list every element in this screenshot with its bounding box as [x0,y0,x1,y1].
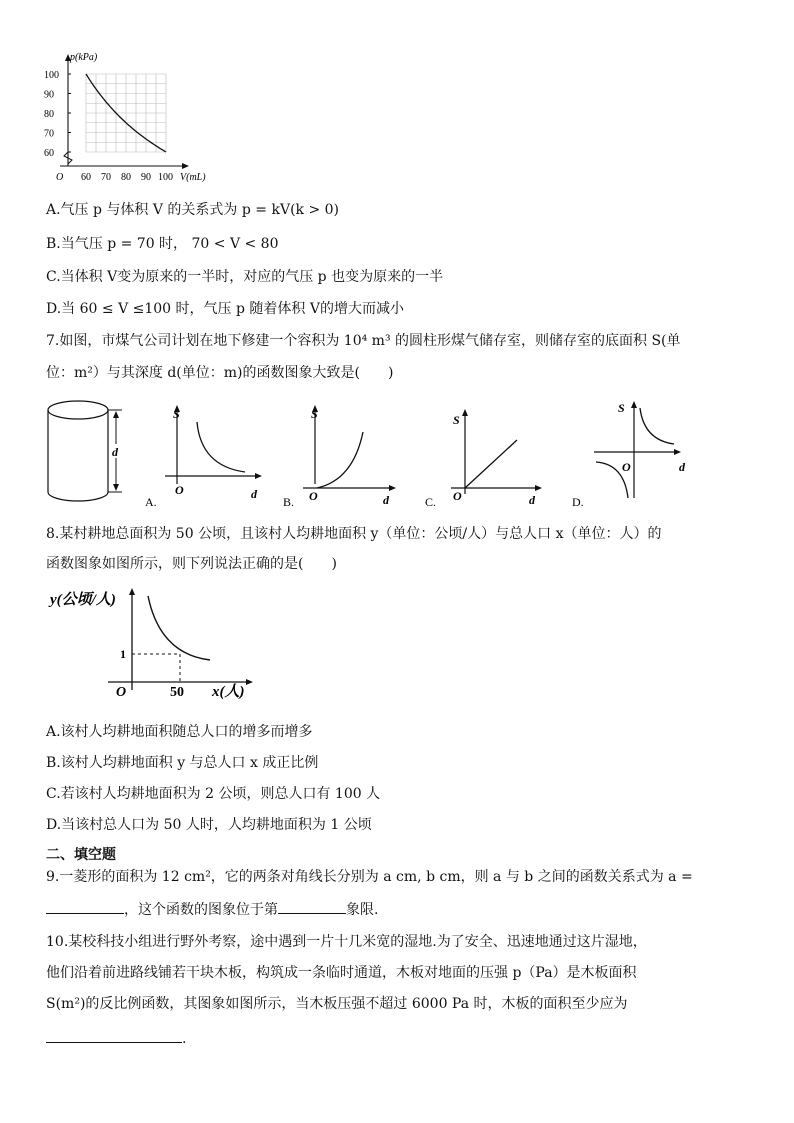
graph-d-origin: O [622,460,631,474]
q6-y-ticks [44,70,71,159]
q10-line3: S(m²)的反比例函数，其图象如图所示，当木板压强不超过 6000 Pa 时，木板的面积至少应为 [46,996,628,1012]
q8-y-label: y(公顷/人) [50,592,116,608]
graph-b-d-label: d [383,493,389,507]
cylinder-top [48,401,108,419]
graph-a-s-label: S [173,407,180,421]
graph-b-letter: B. [283,495,295,509]
q6-option-d: D.当 60 ≤ V ≤100 时，气压 p 随着体积 V的增大而减小 [46,301,404,317]
q10-end-period: . [182,1031,187,1047]
q9-line1: 9.一菱形的面积为 12 cm²，它的两条对角线长分别为 a cm, b cm，则 a 与 b 之间的函数关系式为 a = [46,869,693,885]
graph-a-curve [197,422,245,472]
graph-d-y-arrow [631,401,637,408]
q10-line1: 10.某校科技小组进行野外考察，途中遇到一片十几米宽的湿地.为了安全、迅速地通过这片湿地， [46,934,647,950]
q7-stem-line2: 位：m²）与其深度 d(单位：m)的函数图象大致是( ) [46,365,394,381]
depth-label: d [112,445,118,459]
graph-c-d-label: d [529,493,535,507]
q6-x-tick-label: 60 [81,172,91,183]
q10-answer-blank[interactable] [46,1028,182,1043]
q6-x-tick-label: 70 [101,172,111,183]
q8-stem-line2: 函数图象如图所示，则下列说法正确的是( ) [46,556,337,572]
q6-y-tick-label: 100 [44,70,59,81]
q6-x-ticks [81,172,173,183]
q8-x-arrow [246,679,253,685]
q8-stem-line1: 8.某村耕地总面积为 50 公顷，且该村人均耕地面积 y（单位：公顷/人）与总人口 x（单位：人）的 [46,526,662,542]
depth-arrow-up [113,411,119,418]
graph-b-x-arrow [389,485,396,491]
graph-c-x-arrow [535,485,542,491]
q6-y-tick-label: 80 [44,109,54,120]
q6-y-label: p(kPa) [70,52,98,63]
q7-graph-d [568,394,708,512]
q7-graph-b [283,400,413,510]
q7-stem-line1: 7.如图，市煤气公司计划在地下修建一个容积为 10⁴ m³ 的圆柱形煤气储存室，则储存室的底面积 S(单 [46,333,681,349]
q8-y-tick-1: 1 [120,647,126,661]
graph-d-d-label: d [679,460,685,474]
q8-option-b: B.该村人均耕地面积 y 与总人口 x 成正比例 [46,755,319,771]
q7-graph-a [145,400,275,510]
graph-b-origin: O [309,489,318,503]
q6-grid [86,74,166,152]
q9-line2-text-b: 象限. [346,902,379,918]
q8-curve [148,596,210,660]
depth-arrow-down [113,484,119,491]
graph-b-s-label: S [311,407,318,421]
q10-line4 [46,1028,186,1049]
q8-x-tick-50: 50 [170,685,184,700]
q6-origin: O [56,172,64,183]
graph-c-line [465,440,517,488]
q6-option-b: B.当气压 p = 70 时， 70 < V < 80 [46,236,279,252]
q6-x-label: V(mL) [180,172,206,183]
graph-d-s-label: S [618,401,625,415]
graph-c-origin: O [453,489,462,503]
q8-origin: O [116,685,127,700]
q9-answer-blank-1[interactable] [46,899,124,914]
graph-a-d-label: d [251,487,257,501]
graph-d-x-arrow [674,449,681,455]
q8-option-d: D.当该村总人口为 50 人时，人均耕地面积为 1 公顷 [46,817,372,833]
q6-graph [40,48,210,188]
q8-option-c: C.若该村人均耕地面积为 2 公顷，则总人口有 100 人 [46,786,381,802]
graph-b-curve [317,432,363,488]
q9-line2 [46,899,378,920]
q7-cylinder-figure [44,398,134,508]
q10-line2: 他们沿着前进路线铺若干块木板，构筑成一条临时通道，木板对地面的压强 p（Pa）是木板面积 [46,965,637,981]
q6-option-a: A.气压 p 与体积 V 的关系式为 p = kV(k > 0) [46,202,340,218]
graph-a-origin: O [175,483,184,497]
graph-c-y-arrow [462,409,468,416]
graph-a-letter: A. [145,495,157,509]
q6-x-tick-label: 80 [121,172,131,183]
q6-y-tick-label: 90 [44,89,54,101]
q8-y-arrow [129,588,135,595]
q9-answer-blank-2[interactable] [278,899,346,914]
q6-y-tick-label: 70 [44,128,54,140]
graph-c-letter: C. [425,495,437,509]
graph-d-letter: D. [572,495,584,509]
q8-graph [48,586,268,704]
q6-y-tick-label: 60 [44,148,54,159]
q6-x-arrow [182,163,189,169]
q6-x-tick-label: 100 [158,172,173,183]
cylinder-bottom [48,492,108,501]
q7-graph-c [425,400,555,510]
graph-c-s-label: S [453,413,460,427]
q9-line2-text-a: ，这个函数的图象位于第 [124,902,278,918]
q6-x-tick-label: 90 [141,172,151,183]
q6-option-c: C.当体积 V变为原来的一半时，对应的气压 p 也变为原来的一半 [46,269,444,285]
graph-d-curve-quadrant-1 [640,408,674,444]
section-title-fill-in: 二、填空题 [46,847,116,863]
q8-option-a: A.该村人均耕地面积随总人口的增多而增多 [46,724,313,740]
q8-x-label: x(人) [212,684,245,700]
graph-a-x-arrow [255,473,262,479]
